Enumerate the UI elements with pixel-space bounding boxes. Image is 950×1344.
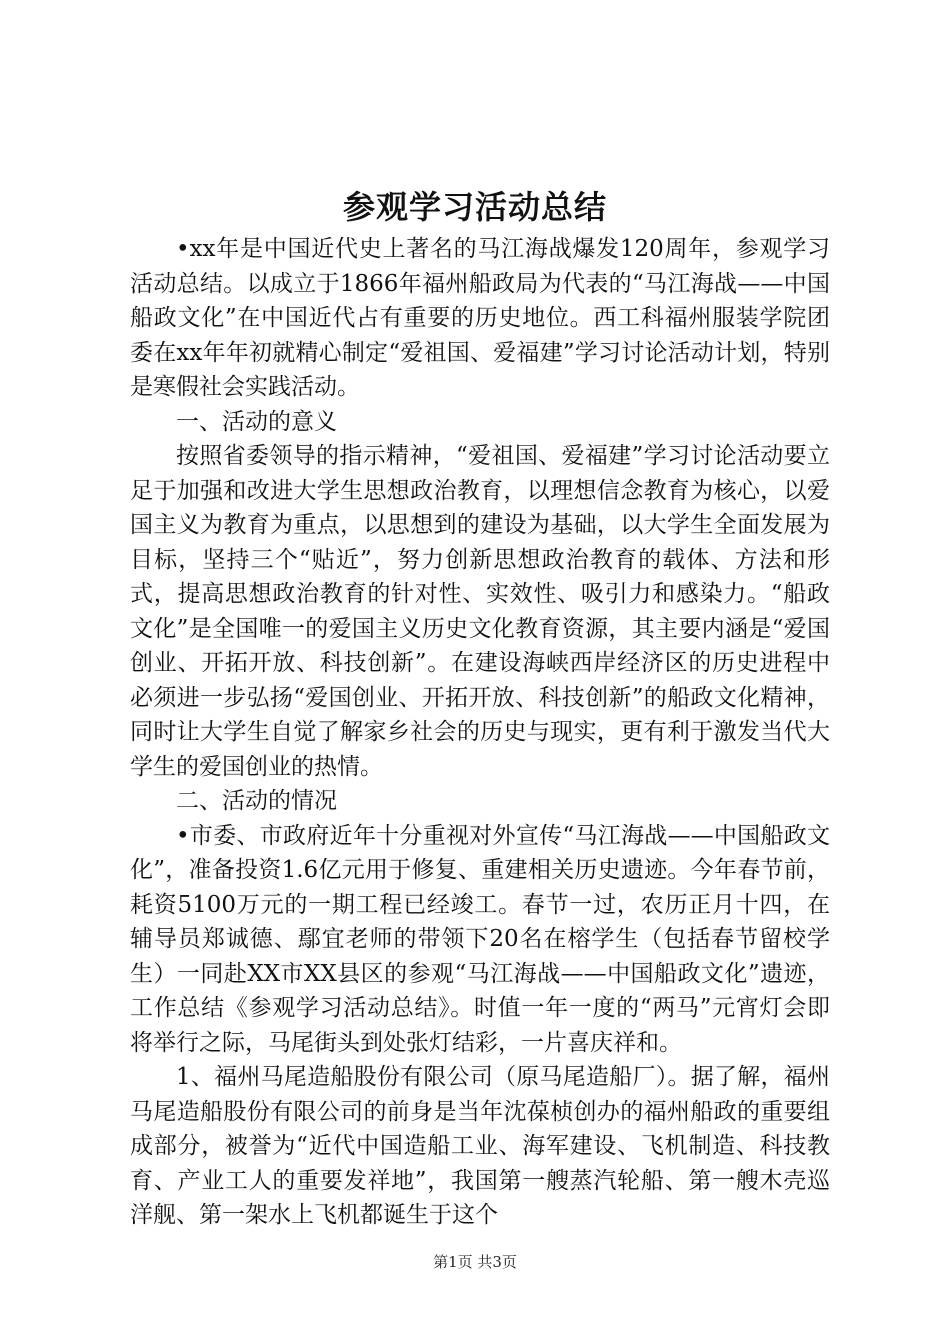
section-heading-situation: 二、活动的情况 <box>176 788 337 814</box>
document-title: 参观学习活动总结 <box>342 188 607 226</box>
page-footer: 第1页 共3页 <box>433 1253 517 1271</box>
significance-paragraph: 按照省委领导的指示精神，“爱祖国、爱福建”学习讨论活动要立足于加强和改进大学生思想政治教育，以理想信念教育为核心，以爱国主义为教育为重点，以思想到的建设为基础，以大学生全面发展为目标，坚持三个“贴近”，努力创新思想政治教育的载体、方法和形式，提高思想政治教育的针对性、实效性、吸引力和感染力。“船政文化”是全国唯一的爱国主义历史文化教育资源，其主要内涵是“爱国创业、开拓开放、科技创新”。在建设海峡西岸经济区的历史进程中必须进一步弘扬“爱国创业、开拓开放、科技创新”的船政文化精神，同时让大学生自觉了解家乡社会的历史与现实，更有利于激发当代大学生的爱国创业的热情。 <box>130 443 830 780</box>
intro-paragraph: •xx年是中国近代史上著名的马江海战爆发120周年，参观学习活动总结。以成立于1866年福州船政局为代表的“马江海战——中国船政文化”在中国近代占有重要的历史地位。西工科福州服装学院团委在xx年年初就精心制定“爱祖国、爱福建”学习讨论活动计划，特别是寒假社会实践活动。 <box>130 236 830 400</box>
document-body <box>130 232 830 1233</box>
section-heading-significance: 一、活动的意义 <box>176 408 337 435</box>
shipyard-paragraph: 1、福州马尾造船股份有限公司（原马尾造船厂）。据了解，福州马尾造船股份有限公司的前身是当年沈葆桢创办的福州船政的重要组成部分，被誉为“近代中国造船工业、海军建设、飞机制造、科技教育、产业工人的重要发祥地”，我国第一艘蒸汽轮船、第一艘木壳巡洋舰、第一架水上飞机都诞生于这个 <box>130 1064 830 1228</box>
situation-paragraph: •市委、市政府近年十分重视对外宣传“马江海战——中国船政文化”，准备投资1.6亿元用于修复、重建相关历史遗迹。今年春节前，耗资5100万元的一期工程已经竣工。春节一过，农历正月十四，在辅导员郑诚德、鄢宜老师的带领下20名在榕学生（包括春节留校学生）一同赴XX市XX县区的参观“马江海战——中国船政文化”遗迹，工作总结《参观学习活动总结》。时值一年一度的“两马”元宵灯会即将举行之际，马尾街头到处张灯结彩，一片喜庆祥和。 <box>130 822 830 1056</box>
